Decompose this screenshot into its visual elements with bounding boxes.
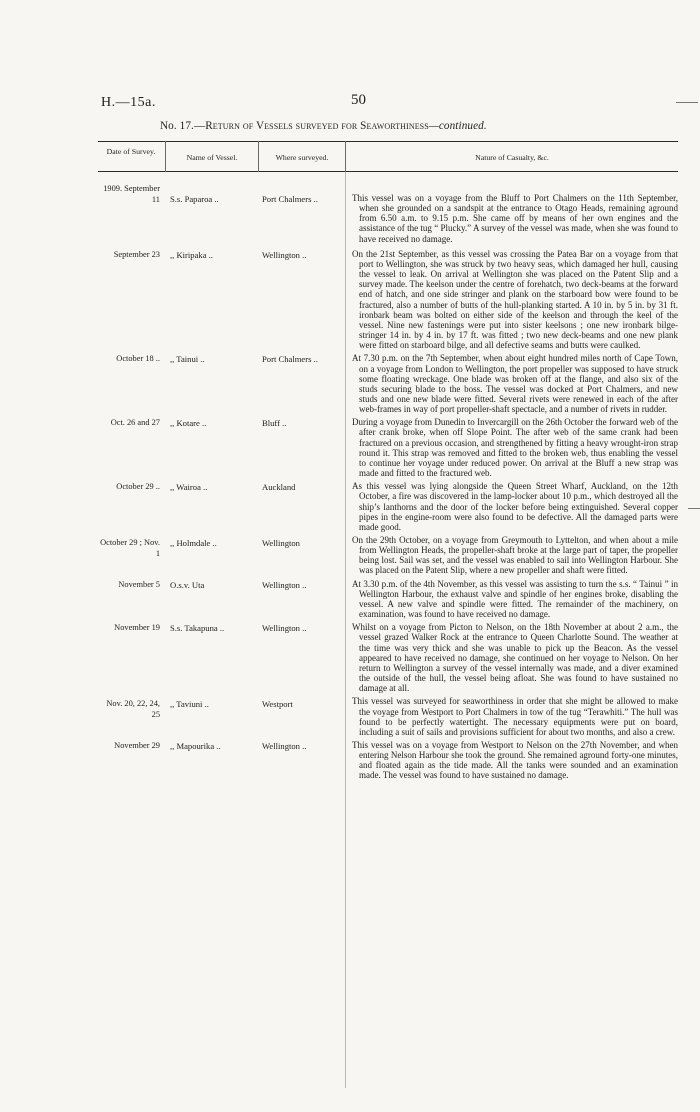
column-header-where: Where surveyed. (275, 153, 329, 162)
table-body (98, 182, 678, 784)
casualty-description: During a voyage from Dunedin to Invercargill on the 26th October the forward web of the after crank broke, when off Slope Point. The after web of the same crank had been fractured on a previous occasion, and strengthened by fitting a heavy wrought-iron strap round it. This strap was removed and fitted to the broken web, thus enabling the vessel to continue her voyage under reduced power. On arrival at the Bluff a new strap was made and fitted to the fractured web. (352, 417, 678, 479)
survey-location: Wellington .. (262, 579, 307, 590)
casualty-description: On the 29th October, on a voyage from Greymouth to Lyttelton, and when about a mile from Wellington Heads, the propeller-shaft broke at the large part of taper, the propeller being lost. Sail was set, and the vessel was enabled to sail into Wellington Harbour. She was placed on the Patent Slip, where a new propeller and shaft were fitted. (352, 535, 678, 576)
casualty-description: On the 21st September, as this vessel was crossing the Patea Bar on a voyage from that port to Wellington, she was struck by two heavy seas, which damaged her hull, causing the vessel to leak. On arrival at Wellington she was placed on the Patent Slip and a survey made. The keelson under the centre of forehatch, two deck-beams at the forward end of hatch, and one side stringer and plank on the starboard bow were found to be fractured, also a number of butts of the hull-planking started. A 10 in. by 5 in. by 31 ft. ironbark beam was bolted on either side of the keelson and through the keel of the vessel. Nine new fastenings were put into sister keelsons ; one new ironbark bilge-stringer 14 in. by 4 in. by 17 ft. was fitted ; two new deck-beams and one new plank were fitted on starboard bilge, and all defective seams and butts were caulked. (352, 248, 678, 351)
survey-location: Port Chalmers .. (262, 194, 318, 204)
casualty-description: At 3.30 p.m. of the 4th November, as this vessel was assisting to turn the s.s. “ Tainui ” in Wellington Harbour, the exhaust valve and spindle of her engines broke, disabling the vessel. A new valve and spindle were fitted. The remainder of the machinery, on examination, was found to have received no damage. (352, 578, 678, 620)
vessel-name: ,, Mapourika .. (170, 740, 221, 751)
header-rule-bottom (98, 171, 678, 172)
table-row (98, 481, 678, 532)
title-suffix: —continued. (428, 120, 487, 132)
page-number: 50 (351, 92, 366, 108)
table-row (98, 622, 678, 693)
vessel-name: ,, Taviuni .. (170, 699, 209, 710)
edge-mark (688, 508, 700, 509)
table-row (98, 535, 678, 576)
survey-date: Nov. 20, 22, 24, 25 (106, 699, 160, 719)
vessel-name: ,, Holmdale .. (170, 538, 217, 548)
column-header-vessel: Name of Vessel. (186, 153, 238, 162)
column-header-nature: Nature of Casualty, &c. (475, 153, 549, 162)
table-row (98, 579, 678, 620)
column-divider (165, 141, 166, 172)
casualty-description: Whilst on a voyage from Picton to Nelson, on the 18th November at about 2 a.m., the vessel grazed Walker Rock at the entrance to Queen Charlotte Sound. The weather at the time was very thick and she was unable to pick up the Beacon. As the vessel appeared to have received no damage, she continued on her voyage to Nelson. On her return to Wellington a survey of the vessel internally was made, and a diver examined the outside of the hull, the vessel being afloat. She was found to have sustained no damage at all. (352, 622, 678, 694)
casualty-description: As this vessel was lying alongside the Queen Street Wharf, Auckland, on the 12th October, a fire was discovered in the lamp-locker about 10 p.m., which destroyed all the ship’s lanthorns and the door of the locker before being extinguished. Several copper pipes in the engine-room were also found to be defective. All the damaged parts were made good. (352, 481, 678, 532)
table-row (98, 353, 678, 414)
survey-location: Port Chalmers .. (262, 354, 318, 365)
survey-date: Oct. 26 and 27 (110, 418, 160, 428)
column-header-date: Date of Survey. (106, 147, 156, 156)
vessel-name: ,, Kiripaka .. (170, 249, 213, 260)
column-divider (258, 141, 259, 172)
title-number: No. 17.— (160, 120, 206, 132)
survey-date: November 19 (114, 623, 160, 633)
table-title (160, 120, 487, 132)
casualty-description: This vessel was on a voyage from Westport to Nelson on the 27th November, and when entering Nelson Harbour she took the ground. She remained aground forty-one minutes, and floated again as the tide made. All the tanks were sounded and an examination made. The vessel was found to have sustained no damage. (352, 739, 678, 781)
table-row (98, 740, 678, 781)
title-caps: Return of Vessels surveyed for Seaworthiness (205, 120, 429, 132)
survey-date: 1909. September 11 (103, 184, 160, 204)
document-reference: H.—15a. (101, 95, 156, 110)
vessel-name: S.s. Paparoa .. (170, 194, 219, 204)
survey-location: Westport (262, 699, 293, 710)
vessel-name: ,, Wairoa .. (170, 482, 208, 493)
vessel-name: O.s.v. Uta (170, 579, 205, 590)
table-row (98, 249, 678, 351)
survey-location: Auckland (262, 482, 296, 493)
casualty-description: This vessel was surveyed for seaworthiness in order that she might be allowed to make the voyage from Westport to Port Chalmers in tow of the tug “Terawhiti.” The hull was found to be perfectly watertight. The necessary equipments were put on board, including a suit of sails and provisions sufficient for about two months, and also a crew. (352, 696, 678, 737)
survey-date: October 29 ; Nov. 1 (100, 538, 160, 558)
edge-mark (676, 102, 698, 103)
survey-date: November 5 (118, 579, 160, 589)
casualty-description: At 7.30 p.m. on the 7th September, when about eight hundred miles north of Cape Town, on a voyage from London to Wellington, the port propeller was supposed to have struck some floating wreckage. One blade was broken off at the flange, and also six of the studs securing blade to the boss. The vessel was docked at Port Chalmers, and new studs and one new blade were fitted. Several rivets were renewed in each of the after web-frames in way of port propeller-shaft spectacle, and a number of rivets in rudder. (352, 353, 678, 415)
survey-date: November 29 (114, 740, 160, 750)
table-row (98, 696, 678, 737)
survey-location: Wellington .. (262, 623, 307, 634)
survey-location: Bluff .. (262, 418, 287, 429)
survey-location: Wellington .. (262, 249, 307, 260)
vessel-name: S.s. Takapuna .. (170, 623, 225, 634)
vessel-name: ,, Kotare .. (170, 418, 207, 429)
survey-date: October 29 .. (116, 482, 160, 492)
casualty-description: This vessel was on a voyage from the Bluff to Port Chalmers on the 11th September, when she grounded on a sandspit at the entrance to Otago Heads, remaining aground from 6.50 a.m. to 9.15 p.m. She came off by means of her own engines and the assistance of the tug “ Plucky.” A survey of the vessel was made, when she was found to have received no damage. (352, 193, 678, 244)
vessel-name: ,, Tainui .. (170, 354, 205, 365)
survey-location: Wellington .. (262, 740, 307, 751)
survey-location: Wellington (262, 538, 300, 548)
survey-date: October 18 .. (116, 354, 160, 364)
table-row (98, 182, 678, 244)
header-rule-top (98, 141, 678, 142)
table-row (98, 417, 678, 478)
column-divider (345, 141, 346, 172)
survey-date: September 23 (113, 249, 160, 259)
